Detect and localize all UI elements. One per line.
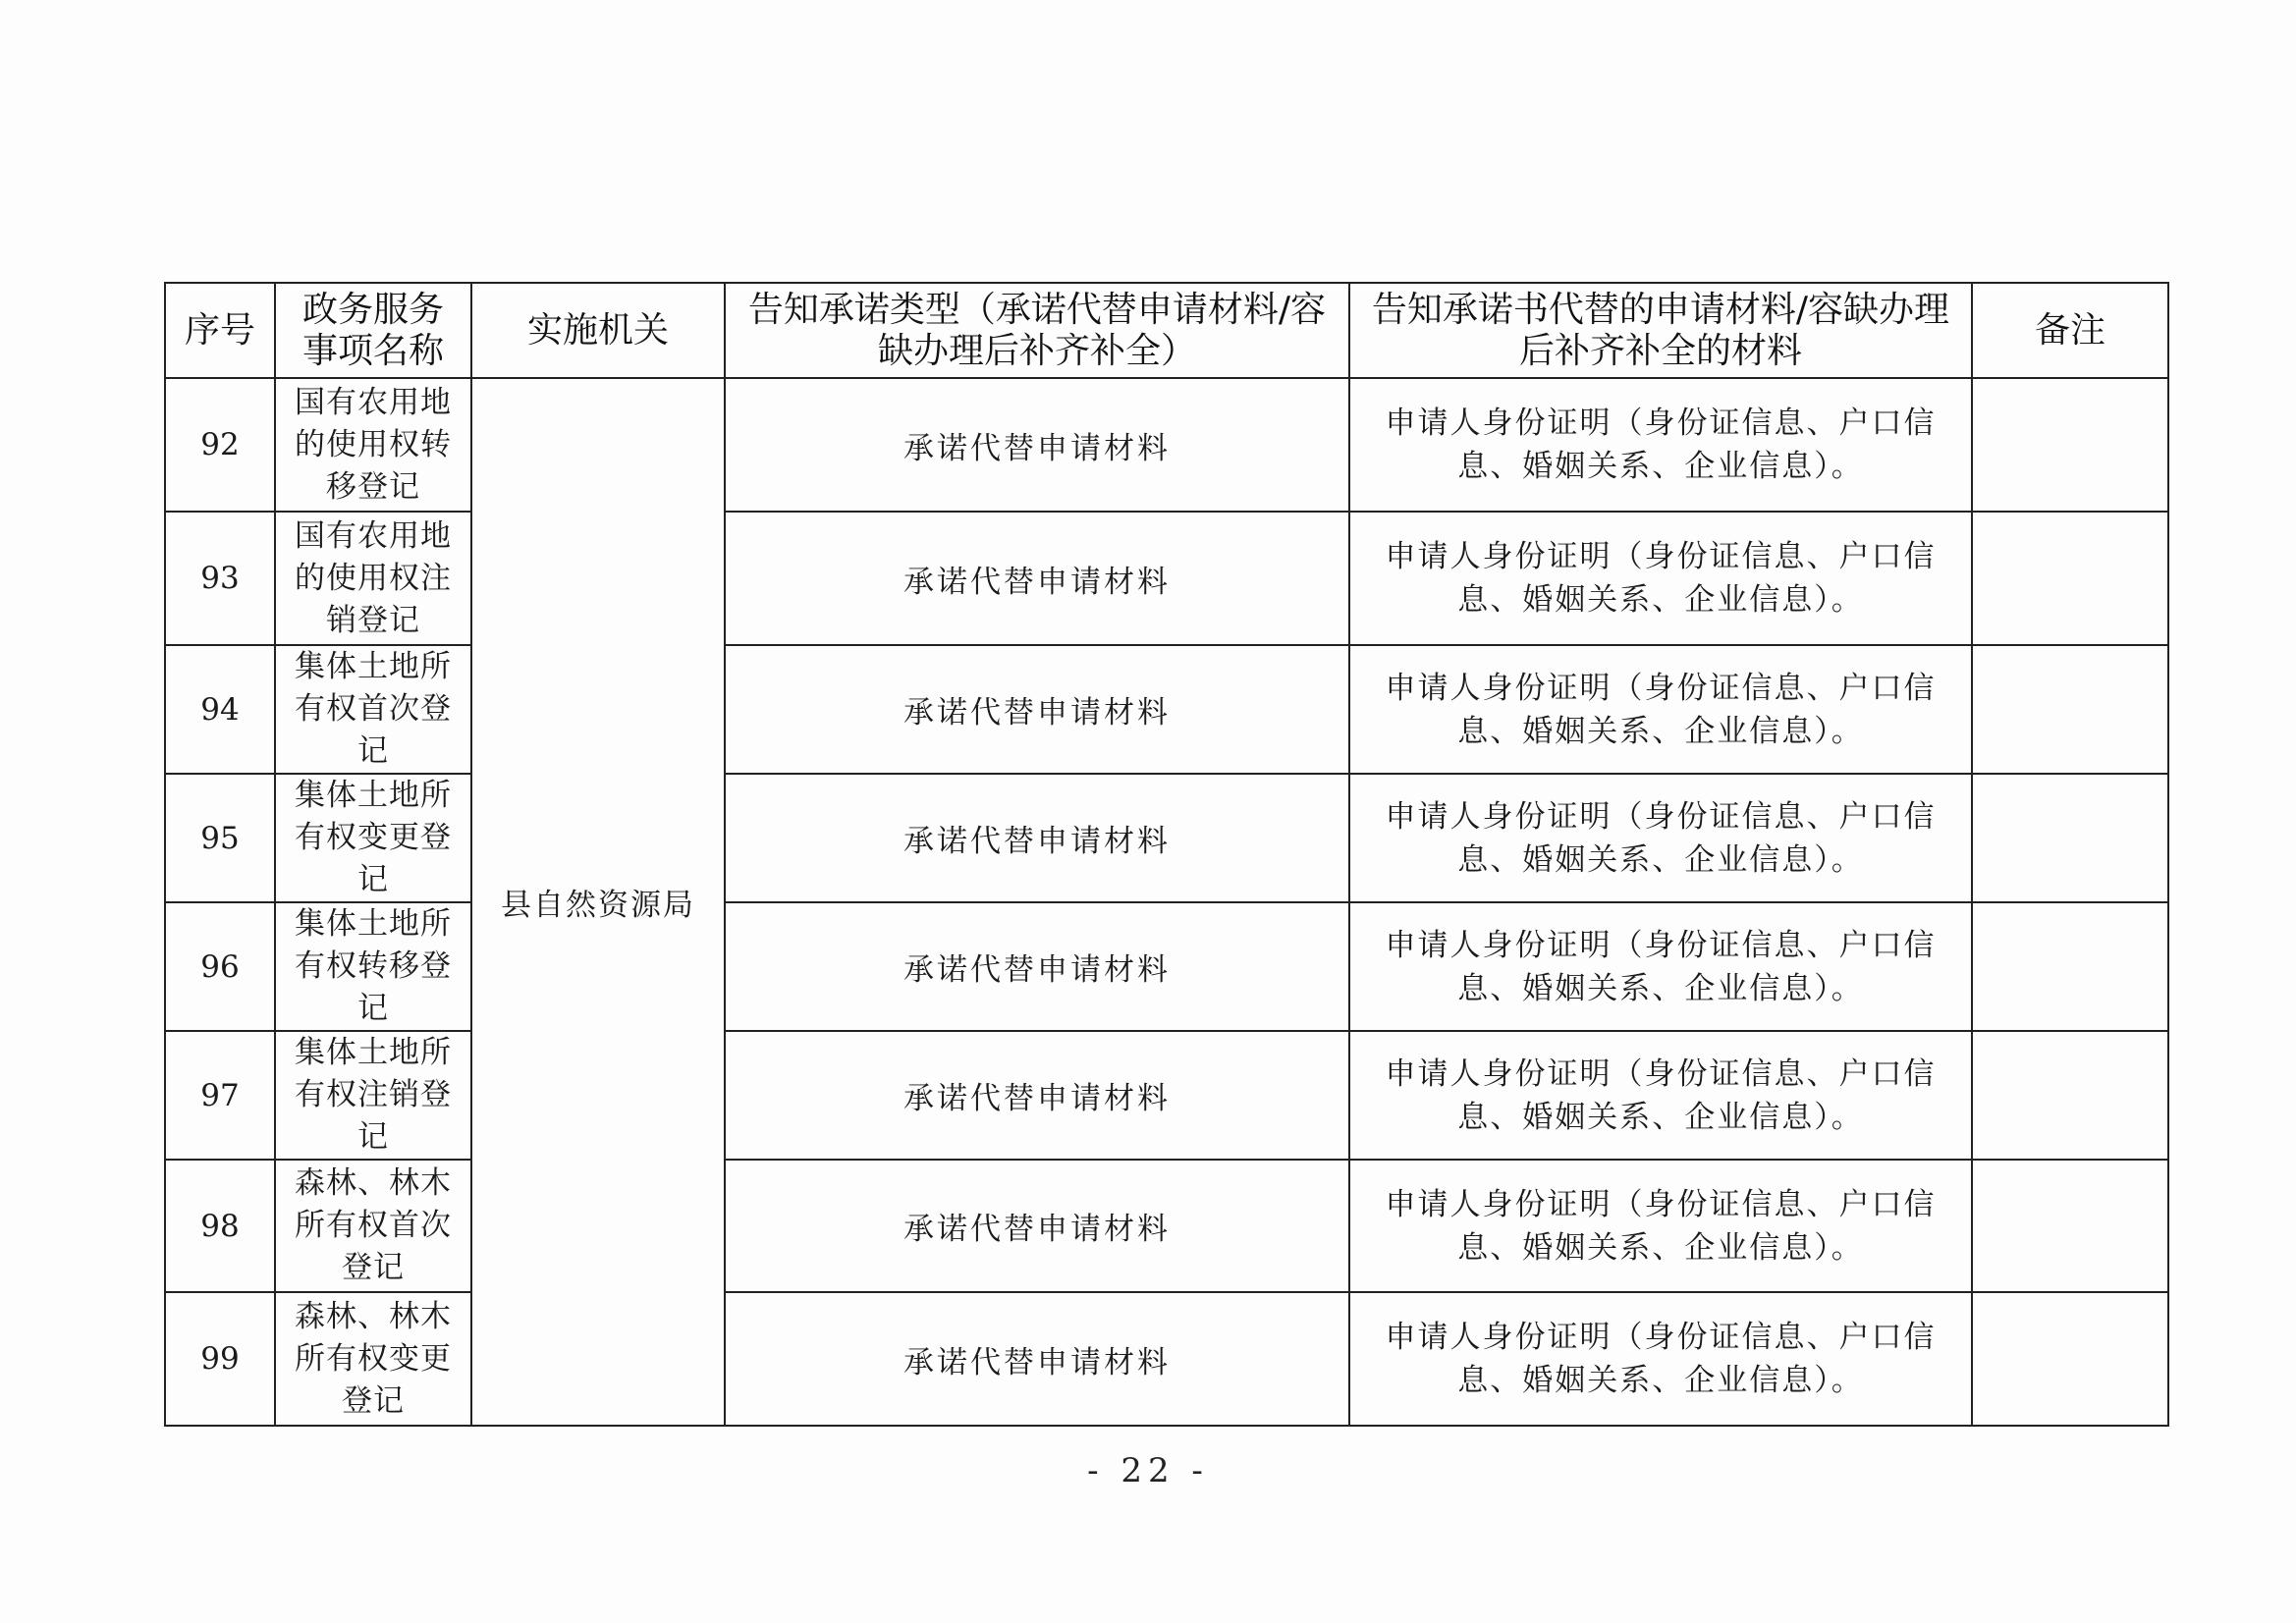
row-seq: 94	[165, 645, 275, 774]
row-commitment-type: 承诺代替申请材料	[725, 774, 1349, 902]
header-type: 告知承诺类型（承诺代替申请材料/容缺办理后补齐补全）	[725, 283, 1349, 378]
table-row	[165, 1292, 2168, 1426]
row-item-name: 国有农用地的使用权转移登记	[275, 378, 471, 512]
row-remark	[1972, 1292, 2168, 1426]
row-material: 申请人身份证明（身份证信息、户口信息、婚姻关系、企业信息）。	[1349, 902, 1972, 1031]
row-material: 申请人身份证明（身份证信息、户口信息、婚姻关系、企业信息）。	[1349, 1031, 1972, 1160]
table-row	[165, 512, 2168, 645]
row-seq: 95	[165, 774, 275, 902]
table-row	[165, 902, 2168, 1031]
row-commitment-type: 承诺代替申请材料	[725, 902, 1349, 1031]
row-remark	[1972, 774, 2168, 902]
header-remark: 备注	[1972, 283, 2168, 378]
table-row	[165, 1031, 2168, 1160]
row-material: 申请人身份证明（身份证信息、户口信息、婚姻关系、企业信息）。	[1349, 645, 1972, 774]
row-material: 申请人身份证明（身份证信息、户口信息、婚姻关系、企业信息）。	[1349, 1160, 1972, 1292]
row-item-name: 集体土地所有权变更登记	[275, 774, 471, 902]
row-seq: 92	[165, 378, 275, 512]
row-item-name: 集体土地所有权转移登记	[275, 902, 471, 1031]
commitment-table	[164, 282, 2169, 1427]
header-material: 告知承诺书代替的申请材料/容缺办理后补齐补全的材料	[1349, 283, 1972, 378]
table-row	[165, 1160, 2168, 1292]
row-seq: 93	[165, 512, 275, 645]
row-item-name: 森林、林木所有权首次登记	[275, 1160, 471, 1292]
row-item-name: 集体土地所有权首次登记	[275, 645, 471, 774]
row-material: 申请人身份证明（身份证信息、户口信息、婚姻关系、企业信息）。	[1349, 1292, 1972, 1426]
row-material: 申请人身份证明（身份证信息、户口信息、婚姻关系、企业信息）。	[1349, 378, 1972, 512]
table-row	[165, 378, 2168, 512]
agency-cell: 县自然资源局	[471, 378, 725, 1426]
row-commitment-type: 承诺代替申请材料	[725, 645, 1349, 774]
row-remark	[1972, 1160, 2168, 1292]
row-commitment-type: 承诺代替申请材料	[725, 1160, 1349, 1292]
row-seq: 98	[165, 1160, 275, 1292]
table-header-row	[165, 283, 2168, 378]
header-seq: 序号	[165, 283, 275, 378]
row-item-name: 集体土地所有权注销登记	[275, 1031, 471, 1160]
row-remark	[1972, 1031, 2168, 1160]
table-row	[165, 774, 2168, 902]
row-commitment-type: 承诺代替申请材料	[725, 1031, 1349, 1160]
row-seq: 99	[165, 1292, 275, 1426]
row-seq: 96	[165, 902, 275, 1031]
row-material: 申请人身份证明（身份证信息、户口信息、婚姻关系、企业信息）。	[1349, 774, 1972, 902]
row-material: 申请人身份证明（身份证信息、户口信息、婚姻关系、企业信息）。	[1349, 512, 1972, 645]
table-row	[165, 645, 2168, 774]
row-commitment-type: 承诺代替申请材料	[725, 378, 1349, 512]
row-item-name: 国有农用地的使用权注销登记	[275, 512, 471, 645]
row-remark	[1972, 378, 2168, 512]
row-seq: 97	[165, 1031, 275, 1160]
header-agency: 实施机关	[471, 283, 725, 378]
row-item-name: 森林、林木所有权变更登记	[275, 1292, 471, 1426]
page-number: - 22 -	[1087, 1451, 1209, 1490]
row-remark	[1972, 512, 2168, 645]
row-remark	[1972, 645, 2168, 774]
row-remark	[1972, 902, 2168, 1031]
row-commitment-type: 承诺代替申请材料	[725, 1292, 1349, 1426]
header-name: 政务服务事项名称	[275, 283, 471, 378]
row-commitment-type: 承诺代替申请材料	[725, 512, 1349, 645]
